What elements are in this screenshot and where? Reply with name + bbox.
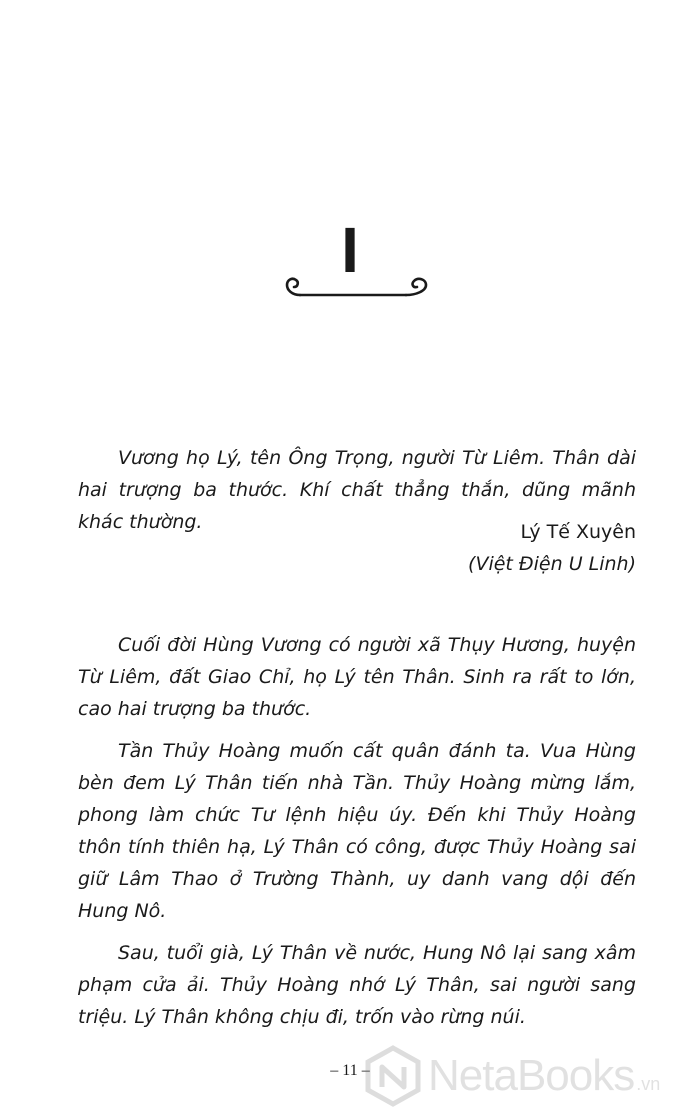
epigraph-author: Lý Tế Xuyên <box>520 521 636 543</box>
epigraph-source: (Việt Điện U Linh) <box>468 553 636 575</box>
netabooks-logo-icon <box>362 1045 424 1107</box>
paragraph: Sau, tuổi già, Lý Thân về nước, Hung Nô lại sang xâm phạm cửa ải. Thủy Hoàng nhớ Lý Thân, sai người sang triệu. Lý Thân không chịu đi, trốn vào rừng núi. <box>78 942 636 1028</box>
watermark-tld: .vn <box>636 1073 661 1094</box>
paragraph: Cuối đời Hùng Vương có người xã Thụy Hương, huyện Từ Liêm, đất Giao Chỉ, họ Lý tên Thân. Sinh ra rất to lớn, cao hai trượng ba thước. <box>78 634 636 720</box>
chapter-number: I <box>341 214 359 286</box>
body-text <box>78 629 636 1043</box>
page-number: – 11 – <box>330 1062 370 1079</box>
chapter-ornament-icon <box>278 274 438 306</box>
watermark <box>362 1042 692 1110</box>
watermark-brand: NetaBooks <box>428 1051 635 1100</box>
paragraph: Tần Thủy Hoàng muốn cất quân đánh ta. Vua Hùng bèn đem Lý Thân tiến nhà Tần. Thủy Hoàng mừng lắm, phong làm chức Tư lệnh hiệu úy. Đến khi Thủy Hoàng thôn tính thiên hạ, Lý Thân có công, được Thủy Hoàng sai giữ Lâm Thao ở Trường Thành, uy danh vang dội đến Hung Nô. <box>78 740 636 922</box>
epigraph-text: Vương họ Lý, tên Ông Trọng, người Từ Liêm. Thân dài hai trượng ba thước. Khí chất thẳng thắn, dũng mãnh khác thường. <box>78 447 636 533</box>
